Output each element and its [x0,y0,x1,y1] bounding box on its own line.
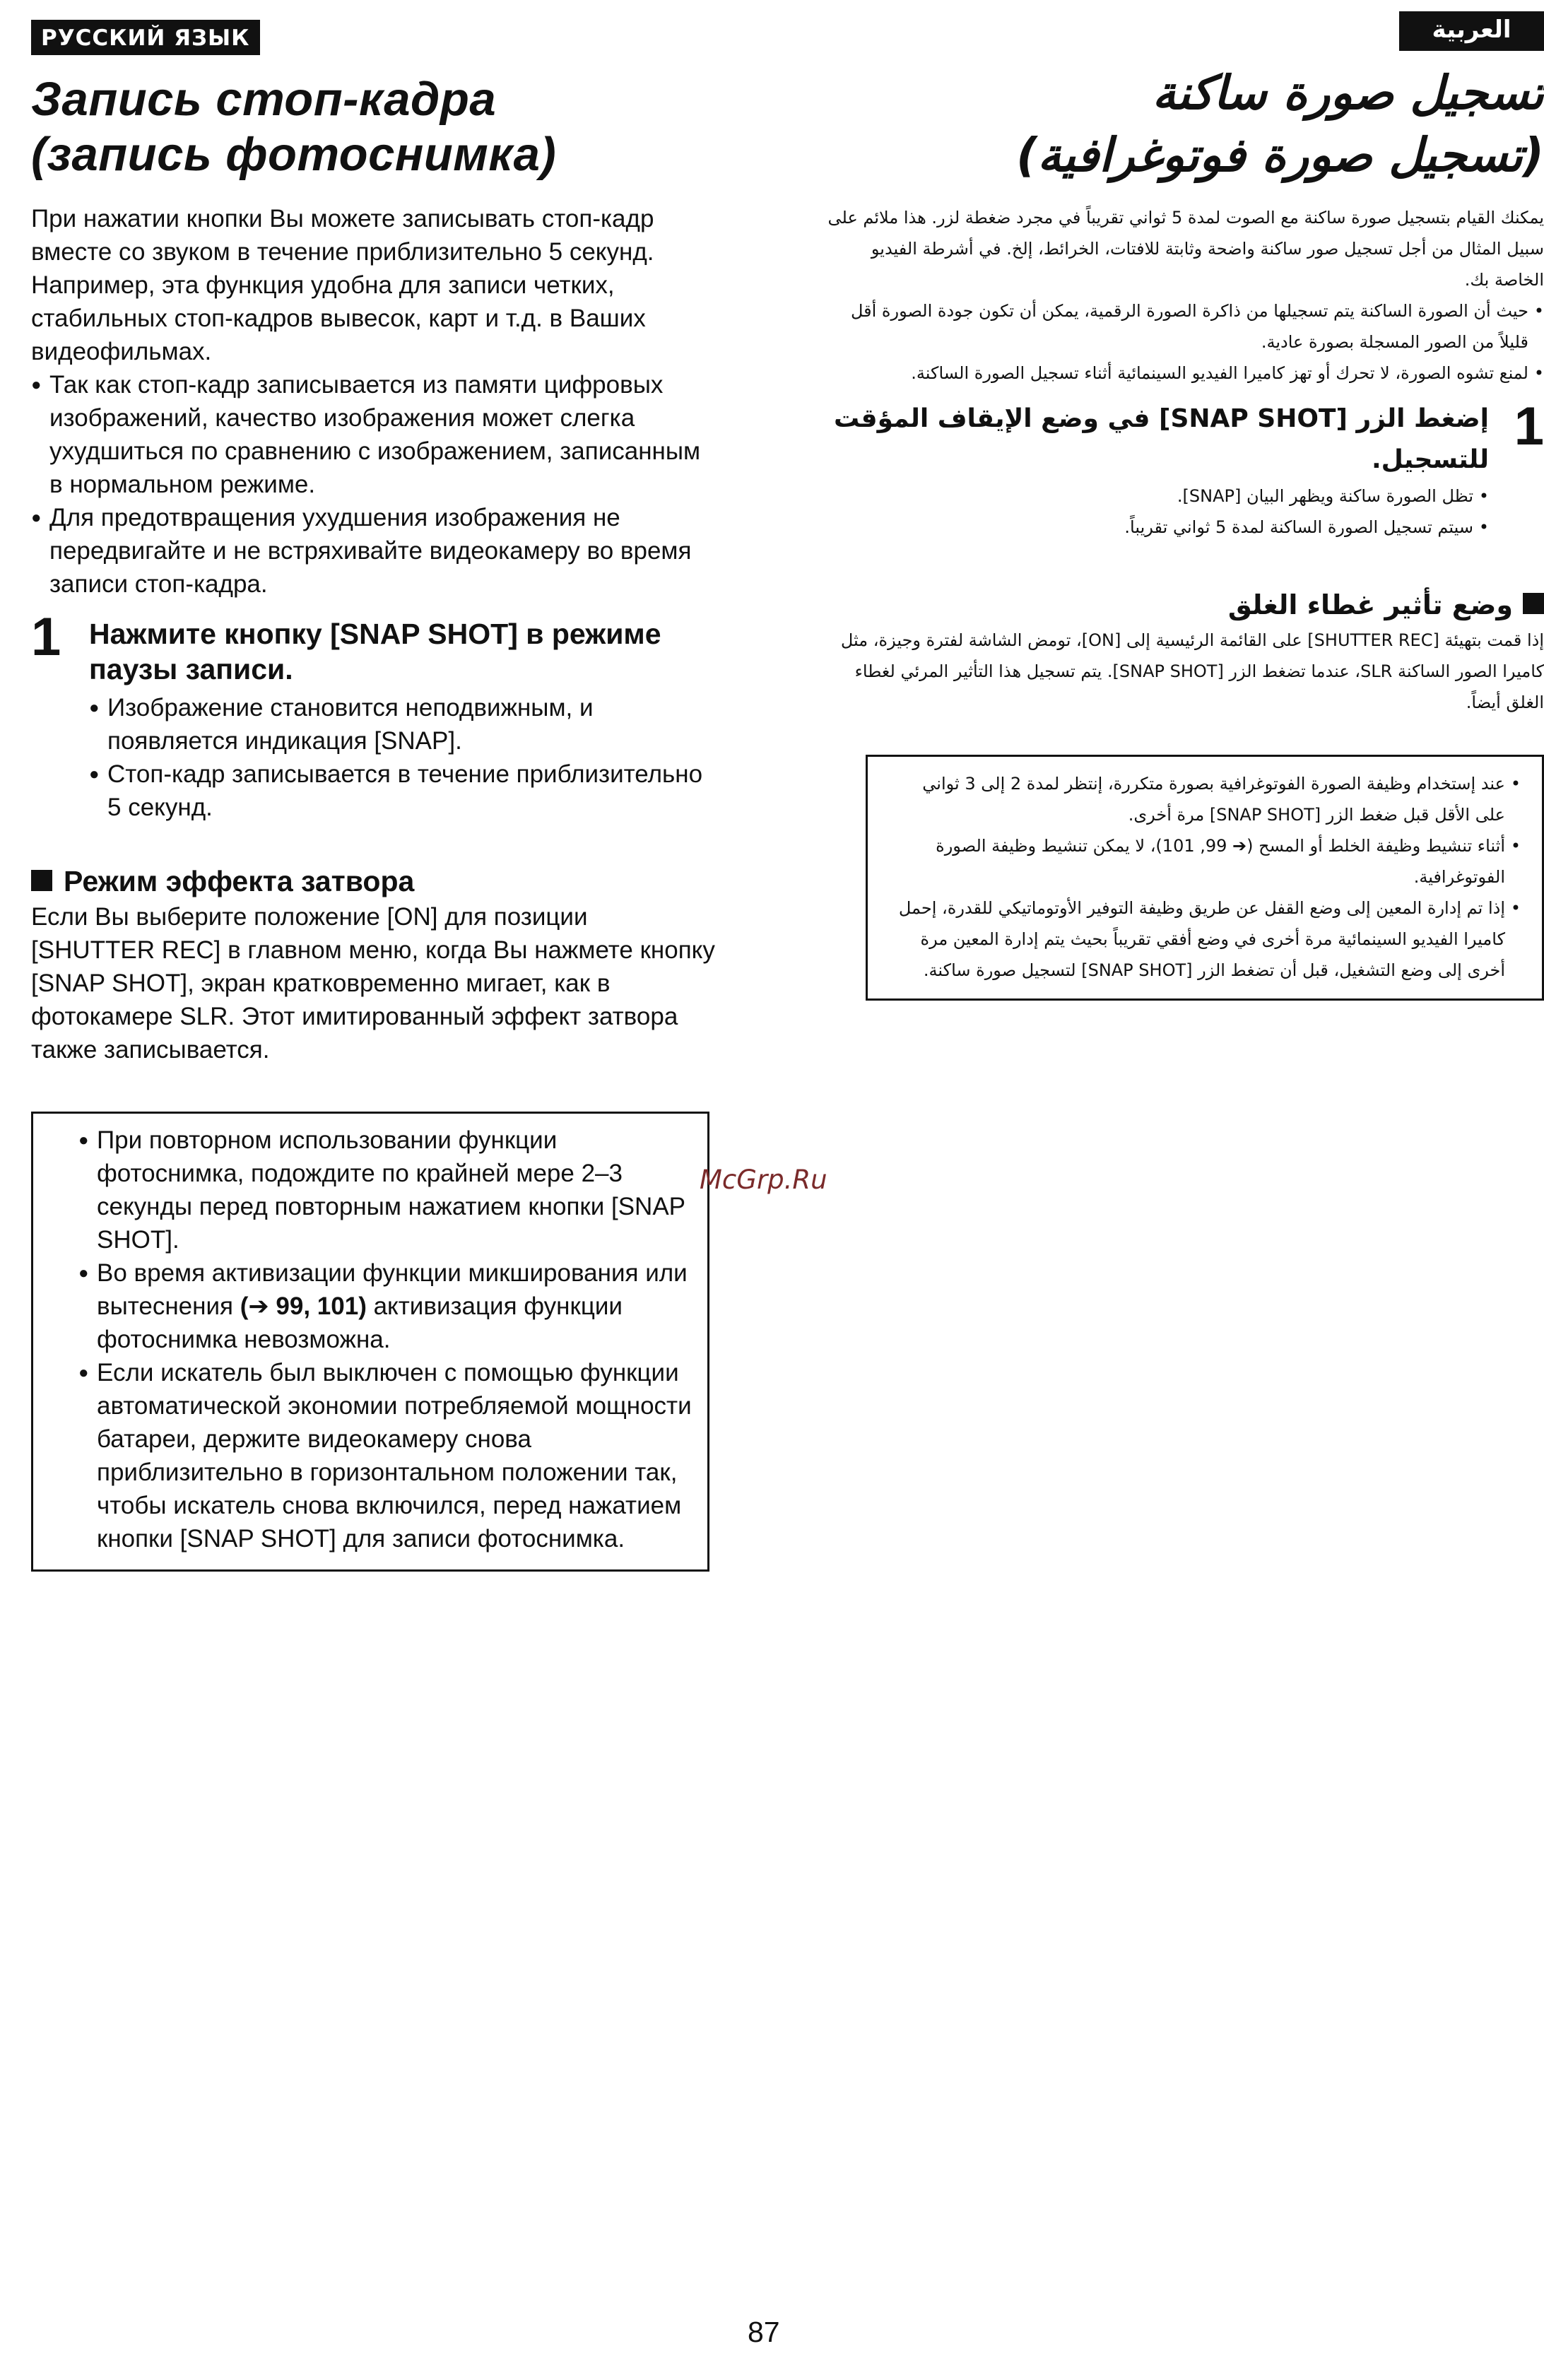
shutter-effect-text: إذا قمت بتهيئة [SHUTTER REC] على القائمة الرئيسية إلى [ON]، تومض الشاشة لفترة وجيزة، مثل كاميرا الصور الساكنة SLR، عندما تضغط الزر [SNAP SHOT]. يتم تسجيل هذا التأثير المرئي لغطاء الغلق أيضاً. [840,630,1544,712]
square-bullet-icon [1523,593,1544,614]
intro-bullet: • حيث أن الصورة الساكنة يتم تسجيلها من ذاكرة الصورة الرقمية، يمكن أن تكون جودة الصورة أقل قليلاً من الصور المسجلة بصورة عادية. [820,295,1544,358]
note-item: ● Если искатель был выключен с помощью функции автоматической экономии потребляемой мощности батареи, держите видеокамеру снова приблизительно в горизонтальном положении так, чтобы искатель снова включился, перед нажатием кнопки [SNAP SHOT] для записи фотоснимка. [78,1356,693,1555]
step-title: Нажмите кнопку [SNAP SHOT] в режиме паузы записи. [89,618,661,685]
title-line-2: (تسجيل صورة فوتوغرافية) [1016,128,1544,182]
title-line-1: تسجيل صورة ساكنة [1152,66,1544,120]
page-number: 87 [748,2316,780,2348]
note-item: • إذا تم إدارة المعين إلى وضع القفل عن طريق وظيفة التوفير الأوتوماتيكي للقدرة، إحمل كاميرا الفيديو السينمائية مرة أخرى في وضع أفقي تقريباً بحيث يتم إدارة المعين مرة أخرى إلى وضع التشغيل، قبل أن تضغط الزر [SNAP SHOT] لتسجيل صورة ساكنة. [893,892,1521,986]
notes-box-russian [31,1112,709,1572]
note-item: • أثناء تنشيط وظيفة الخلط أو المسح (➔ 99, 101)، لا يمكن تنشيط وظيفة الصورة الفوتوغرافية. [893,830,1521,892]
shutter-effect-text: Если Вы выберите положение [ON] для позиции [SHUTTER REC] в главном меню, когда Вы нажмете кнопку [SNAP SHOT], экран кратковременно мигает, как в фотокамере SLR. Этот имитированный эффект затвора также записывается. [31,903,715,1064]
watermark: McGrp.Ru [700,1165,827,1195]
intro-block-arabic [820,202,1544,389]
step-1 [31,607,717,824]
language-tag-arabic: العربية [1399,11,1544,51]
note-text: активизация функции фотоснимка невозможна. [97,1292,623,1353]
intro-paragraph: يمكنك القيام بتسجيل صورة ساكنة مع الصوت لمدة 5 ثواني تقريباً في مجرد ضغطة لزر. هذا ملائم على سبيل المثال من أجل تسجيل صور ساكنة واضحة وثابتة للافتات، الخرائط، إلخ. في أشرطة الفيديو الخاصة بك. [827,208,1544,290]
shutter-heading-text: Режим эффекта затвора [64,865,415,897]
step-bullet: ● Изображение становится неподвижным, и появляется индикация [SNAP]. [89,691,717,758]
note-item: • عند إستخدام وظيفة الصورة الفوتوغرافية بصورة متكررة، إنتظر لمدة 2 إلى 3 ثواني على الأقل قبل ضغط الزر [SNAP SHOT] مرة أخرى. [893,768,1521,830]
shutter-effect-heading [820,585,1544,625]
page-title-arabic [820,62,1544,187]
step-bullet: • سيتم تسجيل الصورة الساكنة لمدة 5 ثواني تقريباً. [820,512,1489,543]
shutter-heading-text: وضع تأثير غطاء الغلق [1227,589,1513,620]
note-item: ● При повторном использовании функции фотоснимка, подождите по крайней мере 2–3 секунды перед повторным нажатием кнопки [SNAP SHOT]. [78,1124,693,1256]
arabic-column [820,11,1544,1001]
step-bullets [89,691,717,824]
intro-bullet: ● Так как стоп-кадр записывается из памяти цифровых изображений, качество изображения может слегка ухудшиться по сравнению с изображением, записанным в нормальном режиме. [31,368,717,501]
step-1 [820,396,1544,543]
note-text: Во время активизации функции микширования или вытеснения [97,1259,688,1320]
language-tag-russian: РУССКИЙ ЯЗЫК [31,20,260,55]
title-line-1: Запись стоп-кадра [31,73,497,126]
page-reference: (➔ 99, 101) [240,1292,367,1320]
step-number: 1 [31,607,61,667]
square-bullet-icon [31,870,52,891]
step-bullet: ● Стоп-кадр записывается в течение приблизительно 5 секунд. [89,758,717,824]
note-item [78,1256,693,1356]
notes-box-arabic [866,755,1544,1001]
intro-paragraph: При нажатии кнопки Вы можете записывать стоп-кадр вместе со звуком в течение приблизительно 5 секунд. Например, эта функция удобна для записи четких, стабильных стоп-кадров вывесок, карт и т.д. в Ваших видеофильмах. [31,205,654,365]
step-number: 1 [1514,396,1544,456]
step-bullet: • تظل الصورة ساكنة ويظهر البيان [SNAP]. [820,481,1489,512]
step-title: إضغط الزر [SNAP SHOT] في وضع الإيقاف المؤقت للتسجيل. [833,404,1489,474]
title-line-2: (запись фотоснимка) [31,128,557,181]
page-title-russian [31,72,717,182]
intro-bullet: • لمنع تشوه الصورة، لا تحرك أو تهز كاميرا الفيديو السينمائية أثناء تسجيل الصورة الساكنة. [820,358,1544,389]
intro-bullet: ● Для предотвращения ухудшения изображения не передвигайте и не встряхивайте видеокамеру во время записи стоп-кадра. [31,501,717,601]
shutter-effect-heading [31,862,717,900]
russian-column [31,20,717,1572]
